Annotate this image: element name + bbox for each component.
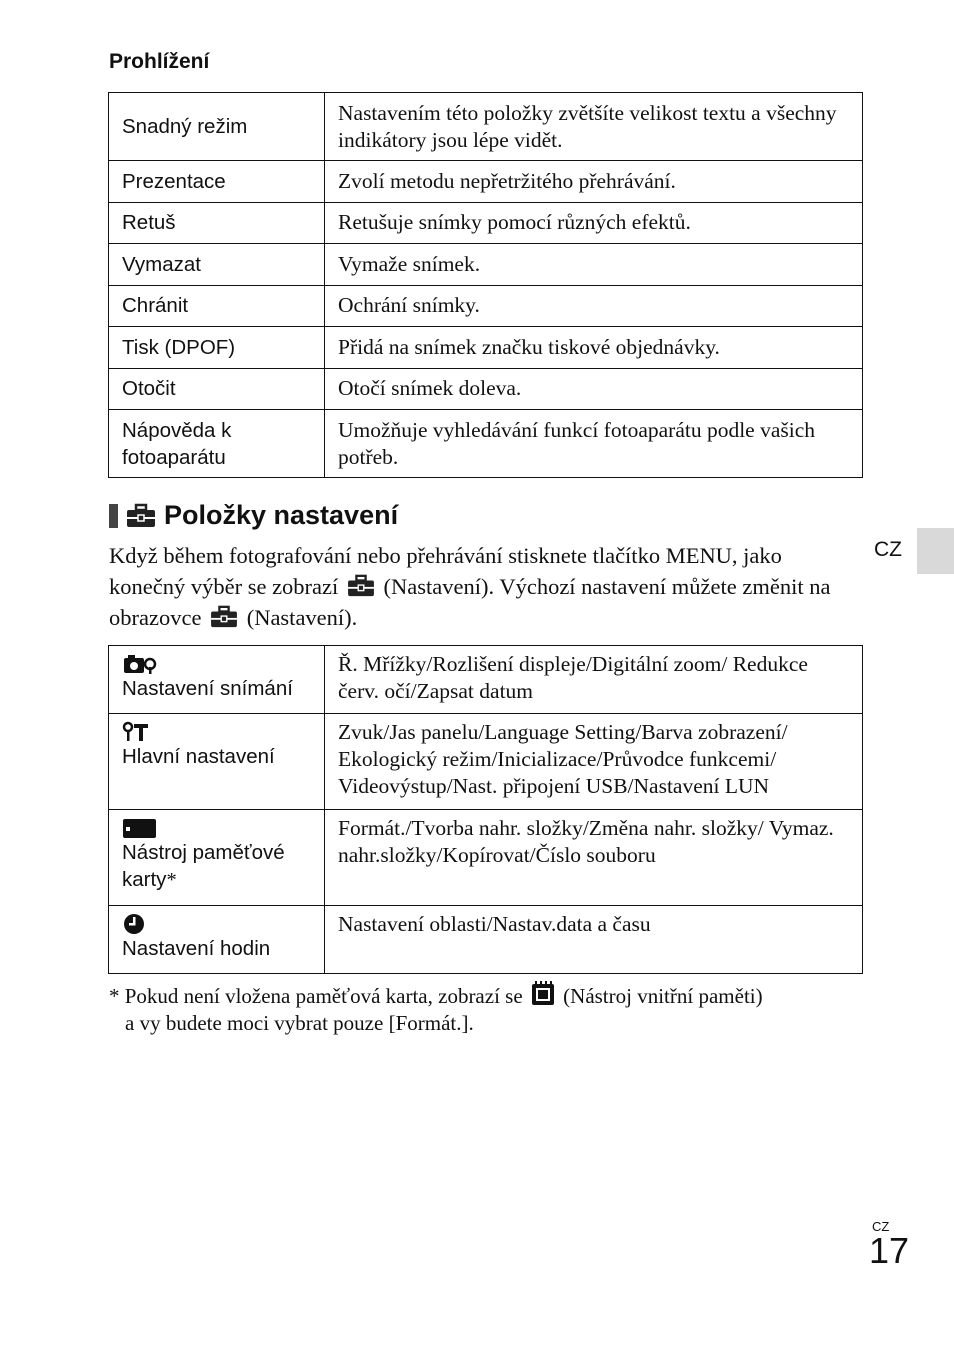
row-description: Přidá na snímek značku tiskové objednávky. [325, 327, 863, 369]
table-row [109, 410, 863, 478]
side-language-label: CZ [874, 538, 902, 561]
row-description: Nastavením této položky zvětšíte velikost textu a všechny indikátory jsou lépe vidět. [325, 93, 863, 161]
section-heading-playback: Prohlížení [109, 50, 210, 73]
footnote [109, 981, 869, 1037]
row-label: Tisk (DPOF) [109, 327, 325, 369]
table-row [109, 368, 863, 410]
table-row [109, 285, 863, 327]
table-row [109, 161, 863, 203]
table-row [109, 646, 863, 714]
row-label-cell [109, 646, 325, 714]
row-description: Vymaže snímek. [325, 244, 863, 286]
table-row [109, 906, 863, 974]
footnote-text-2: (Nástroj vnitřní paměti) [563, 984, 763, 1008]
table-row [109, 327, 863, 369]
row-label: Nastavení snímání [122, 677, 293, 700]
row-label: Retuš [109, 202, 325, 244]
row-label: Nástroj paměťové karty [122, 841, 285, 891]
row-description: Formát./Tvorba nahr. složky/Změna nahr. složky/ Vymaz. nahr.složky/Kopírovat/Číslo souboru [325, 810, 863, 906]
row-label: Hlavní nastavení [122, 745, 275, 768]
row-label: Nastavení hodin [122, 937, 271, 960]
table-row [109, 714, 863, 810]
table-row [109, 202, 863, 244]
row-label: Nápověda k fotoaparátu [109, 410, 325, 478]
row-description: Otočí snímek doleva. [325, 368, 863, 410]
row-description: Zvolí metodu nepřetržitého přehrávání. [325, 161, 863, 203]
toolbox-icon [209, 605, 239, 629]
row-label: Otočit [109, 368, 325, 410]
footnote-text-1: * Pokud není vložena paměťová karta, zobrazí se [109, 984, 523, 1008]
toolbox-icon [346, 574, 376, 598]
row-label: Snadný režim [109, 93, 325, 161]
side-tab-marker [917, 528, 954, 574]
internal-memory-icon [530, 981, 556, 1007]
intro-paragraph [109, 540, 849, 633]
row-description: Ochrání snímky. [325, 285, 863, 327]
table-row [109, 810, 863, 906]
row-description: Umožňuje vyhledávání funkcí fotoaparátu podle vašich potřeb. [325, 410, 863, 478]
footnote-text-3: a vy budete moci vybrat pouze [Formát.]. [125, 1011, 474, 1035]
page-number: 17 [869, 1230, 910, 1271]
camera-settings-icon [122, 653, 158, 675]
clock-icon [122, 913, 148, 935]
table-row [109, 244, 863, 286]
intro-text-2: (Nastavení). Výchozí nastavení můžete změnit na obrazovce [109, 574, 831, 630]
heading-bar [109, 504, 118, 528]
main-settings-icon [122, 721, 152, 743]
page-language-code: CZ [872, 1219, 890, 1234]
playback-menu-table [108, 92, 863, 478]
intro-text-1: Když během fotografování nebo přehrávání stisknete tlačítko MENU, jako konečný výběr se zobrazí [109, 543, 782, 599]
row-label: Vymazat [109, 244, 325, 286]
row-label-cell [109, 714, 325, 810]
row-description: Ř. Mřížky/Rozlišení displeje/Digitální zoom/ Redukce červ. očí/Zapsat datum [325, 646, 863, 714]
row-description: Nastavení oblasti/Nastav.data a času [325, 906, 863, 974]
memory-card-icon [122, 817, 158, 839]
settings-heading [109, 500, 398, 531]
row-label-cell [109, 906, 325, 974]
table-row [109, 93, 863, 161]
row-label: Chránit [109, 285, 325, 327]
row-description: Zvuk/Jas panelu/Language Setting/Barva zobrazení/ Ekologický režim/Inicializace/Průvodce funkcemi/ Videovýstup/Nast. připojení USB/Nastavení LUN [325, 714, 863, 810]
toolbox-icon [126, 503, 156, 529]
footnote-asterisk: * [166, 869, 177, 891]
settings-menu-table [108, 645, 863, 974]
settings-heading-text: Položky nastavení [164, 500, 399, 530]
row-label-cell [109, 810, 325, 906]
row-label: Prezentace [109, 161, 325, 203]
row-description: Retušuje snímky pomocí různých efektů. [325, 202, 863, 244]
intro-text-3: (Nastavení). [246, 605, 358, 630]
